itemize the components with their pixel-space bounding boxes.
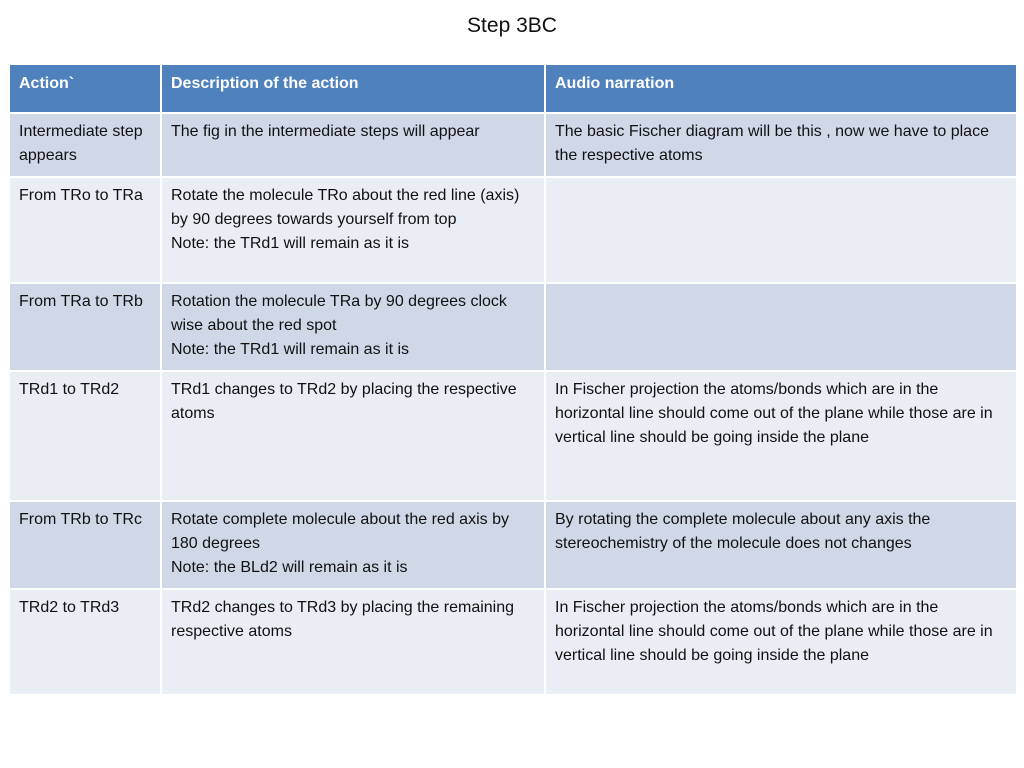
table-row xyxy=(9,177,1017,283)
cell-description: TRd2 changes to TRd3 by placing the remaining respective atoms xyxy=(161,589,545,695)
cell-audio-narration: In Fischer projection the atoms/bonds which are in the horizontal line should come out of the plane while those are in vertical line should be going inside the plane xyxy=(545,589,1017,695)
cell-description: Rotate complete molecule about the red axis by 180 degrees Note: the BLd2 will remain as it is xyxy=(161,501,545,589)
cell-action: TRd1 to TRd2 xyxy=(9,371,161,501)
cell-description: Rotate the molecule TRo about the red line (axis) by 90 degrees towards yourself from top Note: the TRd1 will remain as it is xyxy=(161,177,545,283)
table-row xyxy=(9,589,1017,695)
cell-audio-narration: The basic Fischer diagram will be this , now we have to place the respective atoms xyxy=(545,113,1017,177)
header-audio-narration: Audio narration xyxy=(545,64,1017,113)
cell-description: The fig in the intermediate steps will appear xyxy=(161,113,545,177)
cell-action: TRd2 to TRd3 xyxy=(9,589,161,695)
table-header-row xyxy=(9,64,1017,113)
table-row xyxy=(9,501,1017,589)
cell-audio-narration xyxy=(545,177,1017,283)
cell-action: Intermediate step appears xyxy=(9,113,161,177)
cell-audio-narration: In Fischer projection the atoms/bonds which are in the horizontal line should come out of the plane while those are in vertical line should be going inside the plane xyxy=(545,371,1017,501)
table-row xyxy=(9,283,1017,371)
cell-action: From TRo to TRa xyxy=(9,177,161,283)
cell-description: Rotation the molecule TRa by 90 degrees clock wise about the red spot Note: the TRd1 will remain as it is xyxy=(161,283,545,371)
step-table xyxy=(8,63,1018,696)
slide-title: Step 3BC xyxy=(467,14,557,37)
cell-audio-narration: By rotating the complete molecule about any axis the stereochemistry of the molecule does not changes xyxy=(545,501,1017,589)
cell-action: From TRb to TRc xyxy=(9,501,161,589)
table-row xyxy=(9,371,1017,501)
table-row xyxy=(9,113,1017,177)
cell-description: TRd1 changes to TRd2 by placing the respective atoms xyxy=(161,371,545,501)
header-action: Action` xyxy=(9,64,161,113)
header-description: Description of the action xyxy=(161,64,545,113)
cell-audio-narration xyxy=(545,283,1017,371)
cell-action: From TRa to TRb xyxy=(9,283,161,371)
